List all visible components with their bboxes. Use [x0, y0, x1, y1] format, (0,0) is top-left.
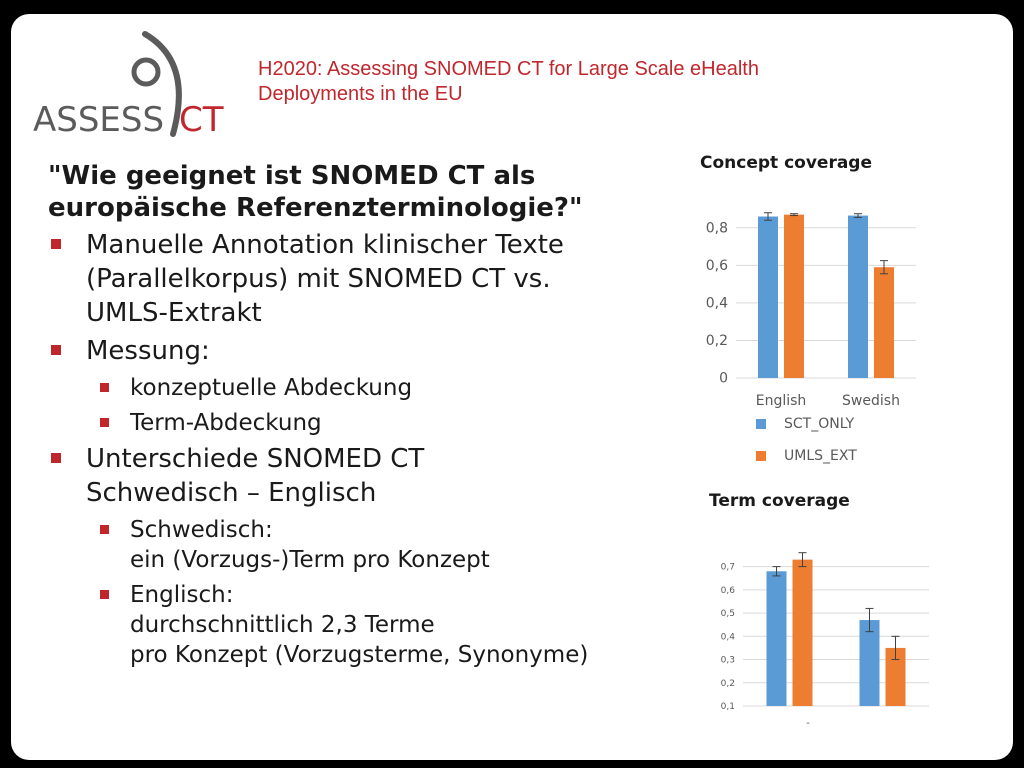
y-tick-label: 0,8	[705, 220, 728, 237]
legend-swatch-sct_only	[756, 419, 766, 429]
slide-content	[48, 160, 688, 670]
legend-label: UMLS_EXT	[784, 448, 857, 464]
y-tick-label: 0,1	[720, 702, 735, 712]
bar-umls_ext-1	[874, 267, 894, 378]
y-tick-label: 0,5	[720, 609, 735, 620]
square-bullet-icon	[51, 345, 61, 355]
bullet-text: Unterschiede SNOMED CT	[86, 444, 425, 474]
square-bullet-icon	[51, 239, 61, 249]
y-tick-label: 0,6	[705, 258, 728, 274]
square-bullet-icon	[100, 525, 109, 534]
square-bullet-icon	[100, 418, 109, 427]
legend-swatch-umls_ext	[756, 451, 766, 461]
y-tick-label: 0,2	[720, 678, 735, 689]
sub-bullet-text: Term-Abdeckung	[130, 410, 322, 436]
assess-ct-logo	[33, 22, 243, 140]
bullet-text: UMLS-Extrakt	[86, 298, 262, 328]
bar-umls_ext-0	[784, 215, 804, 378]
y-tick-label: 0,6	[720, 585, 735, 596]
x-axis-marker: -	[806, 718, 810, 729]
logo-word-assess: ASSESS	[33, 100, 165, 140]
header-title	[258, 57, 958, 107]
question-line: "Wie geeignet ist SNOMED CT als	[48, 161, 536, 191]
bullet-text: Manuelle Annotation klinischer Texte	[86, 230, 564, 260]
logo-word-ct: CT	[179, 100, 224, 140]
square-bullet-icon	[51, 453, 61, 463]
concept-coverage-chart	[686, 204, 916, 474]
sub-bullet-text: Englisch:	[130, 582, 234, 608]
bullet-text: Schwedisch – Englisch	[86, 478, 377, 508]
question-line: europäische Referenzterminologie?"	[48, 193, 583, 223]
bullet-text: Messung:	[86, 336, 210, 366]
bar-sct_only-0	[767, 571, 787, 706]
sub-bullet-text: ein (Vorzugs-)Term pro Konzept	[130, 547, 490, 573]
bar-sct_only-1	[860, 620, 880, 706]
legend-label: SCT_ONLY	[784, 416, 855, 432]
bullet-unterschiede	[48, 442, 688, 510]
square-bullet-icon	[100, 590, 109, 599]
y-tick-label: 0	[719, 370, 728, 387]
bullet-text: (Parallelkorpus) mit SNOMED CT vs.	[86, 264, 551, 294]
y-tick-label: 0,2	[705, 333, 728, 350]
x-category-label: English	[755, 393, 807, 409]
bullet-messung	[48, 334, 688, 368]
sub-bullet-englisch	[48, 580, 688, 670]
sub-bullet-text: Schwedisch:	[130, 517, 273, 543]
sub-bullet-konzept	[48, 373, 688, 403]
bar-umls_ext-0	[793, 560, 813, 706]
x-category-label: Swedish	[842, 393, 900, 409]
term-coverage-chart	[701, 540, 936, 750]
header-title-line: H2020: Assessing SNOMED CT for Large Scale eHealth	[258, 58, 759, 80]
term-coverage-title: Term coverage	[709, 491, 850, 511]
square-bullet-icon	[100, 383, 109, 392]
y-tick-label: 0,4	[720, 632, 735, 643]
slide	[11, 14, 1013, 760]
y-tick-label: 0,7	[720, 562, 735, 573]
main-question	[48, 160, 688, 224]
header-title-line: Deployments in the EU	[258, 83, 463, 105]
sub-bullet-text: konzeptuelle Abdeckung	[130, 375, 413, 401]
bar-sct_only-1	[848, 216, 868, 378]
bar-sct_only-0	[758, 217, 778, 378]
sub-bullet-text: durchschnittlich 2,3 Terme	[130, 612, 435, 638]
sub-bullet-text: pro Konzept (Vorzugsterme, Synonyme)	[130, 642, 589, 668]
y-tick-label: 0,4	[705, 295, 728, 312]
y-tick-label: 0,3	[720, 655, 735, 666]
concept-coverage-title: Concept coverage	[700, 153, 873, 173]
bullet-annotation	[48, 228, 688, 330]
sub-bullet-term	[48, 408, 688, 438]
sub-bullet-schwedisch	[48, 515, 688, 575]
